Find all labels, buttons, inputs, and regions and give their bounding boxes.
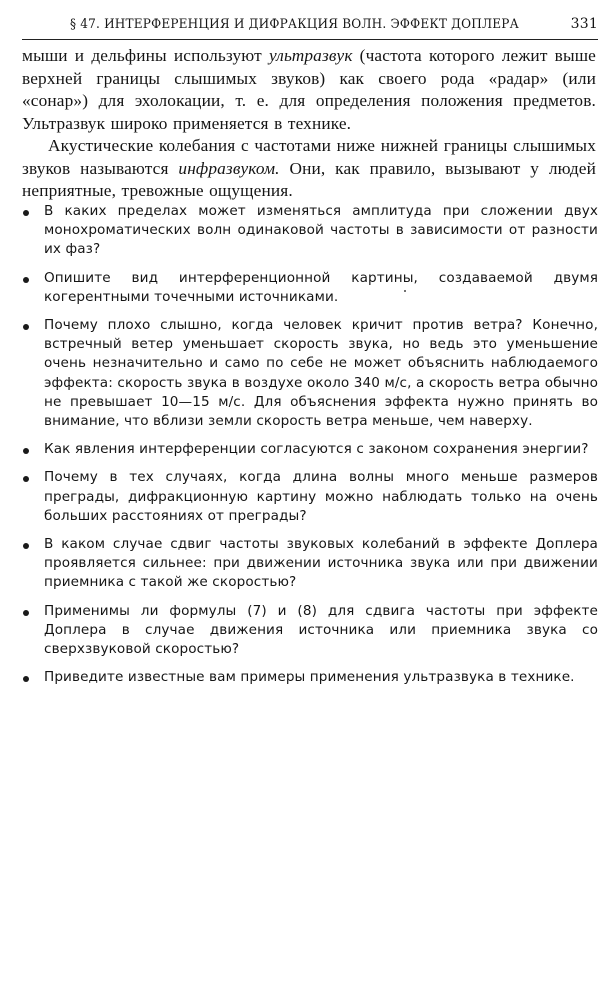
bullet-icon: [23, 476, 29, 482]
question-item: [22, 602, 598, 660]
bullet-icon: [23, 210, 29, 216]
question-text: Почему в тех случаях, когда длина волны много меньше размеров преграды, дифракционную картину можно наблюдать только на очень больших расстояниях от преграды?: [44, 469, 598, 524]
bullet-icon: [23, 277, 29, 283]
paragraph-text: Они, как правило, вызывают у людей неприятные, тревожные ощущения.: [22, 158, 597, 200]
running-head: [70, 14, 598, 38]
section-title: § 47. ИНТЕРФЕРЕНЦИЯ И ДИФРАКЦИЯ ВОЛН. ЭФФЕКТ ДОПЛЕРА: [70, 17, 519, 32]
bullet-icon: [23, 676, 29, 682]
bullet-icon: [23, 448, 29, 454]
review-questions: [22, 202, 598, 696]
question-item: [22, 202, 598, 260]
question-item: [22, 316, 598, 431]
paragraph-ultrasound: [22, 45, 596, 135]
body-text: [22, 45, 596, 203]
question-text: Почему плохо слышно, когда человек кричит против ветра? Конечно, встречный ветер уменьшает скорость звука, но ведь это уменьшение очень незначительно и само по себе не может объяснить наблюдаемого эффекта: скорость звука в воздухе около 340 м/с, а скорость ветра обычно не превышает 10—15 м/с. Для объяснения эффекта нужно принять во внимание, что вблизи земли скорость ветра меньше, чем наверху.: [44, 317, 598, 430]
question-item: [22, 440, 598, 459]
question-text: В каком случае сдвиг частоты звуковых колебаний в эффекте Доплера проявляется сильнее: при движении источника звука или при движении приемника с такой же скоростью?: [44, 536, 598, 591]
bullet-icon: [23, 324, 29, 330]
bullet-icon: [23, 610, 29, 616]
paragraph-text: (частота которого лежит выше верхней границы слышимых звуков) как своего рода «радар» (или «сонар») для эхолокации, т. е. для определения положения предметов. Ультразвук широко применяется в технике.: [22, 46, 596, 133]
bullet-icon: [23, 543, 29, 549]
term-infrasound: инфразвуком.: [178, 158, 280, 178]
question-item: [22, 668, 598, 687]
question-item: [22, 468, 598, 526]
question-item: [22, 535, 598, 593]
question-text: Приведите известные вам примеры применения ультразвука в технике.: [44, 669, 575, 686]
page-number: 331: [570, 16, 598, 32]
paragraph-text: мыши и дельфины используют: [22, 46, 269, 65]
question-text: В каких пределах может изменяться амплитуда при сложении двух монохроматических волн одинаковой частоты в зависимости от разности их фаз?: [44, 203, 598, 258]
term-ultrasound: ультразвук: [268, 46, 353, 65]
question-text: Опишите вид интерференционной картины, создаваемой двумя когерентными точечными источниками.: [44, 269, 598, 305]
paragraph-infrasound: [22, 135, 596, 203]
question-item: [22, 269, 598, 307]
paragraph-text: Акустические колебания с частотами ниже нижней границы слышимых звуков называются: [22, 136, 596, 178]
header-rule: [22, 39, 598, 40]
question-text: Применимы ли формулы (7) и (8) для сдвига частоты при эффекте Доплера в случае движения источника или приемника звука со сверхзвуковой скоростью?: [44, 602, 598, 658]
scan-speck: [404, 290, 406, 292]
question-text: Как явления интерференции согласуются с законом сохранения энергии?: [44, 441, 589, 458]
